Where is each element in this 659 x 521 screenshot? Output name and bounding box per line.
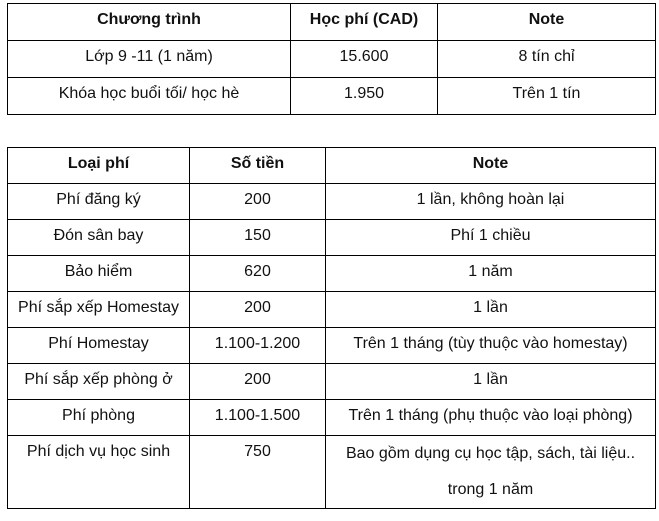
table-row — [8, 328, 656, 364]
column-header: Học phí (CAD) — [291, 4, 438, 41]
table-cell: Phí phòng — [8, 400, 190, 436]
table-cell: 750 — [190, 436, 326, 509]
fees-table — [7, 147, 656, 509]
table-cell: Trên 1 tín — [438, 78, 656, 115]
table-cell: Phí đăng ký — [8, 184, 190, 220]
table-row — [8, 400, 656, 436]
table-row — [8, 436, 656, 509]
table-cell: Lớp 9 -11 (1 năm) — [8, 41, 291, 78]
table-cell: 1 lần, không hoàn lại — [326, 184, 656, 220]
table-row — [8, 292, 656, 328]
table-cell: 620 — [190, 256, 326, 292]
table-cell: 1 năm — [326, 256, 656, 292]
table-cell: Phí dịch vụ học sinh — [8, 436, 190, 509]
table-cell: 200 — [190, 184, 326, 220]
table-cell: 1 lần — [326, 364, 656, 400]
table-row — [8, 41, 656, 78]
table-cell — [326, 436, 656, 509]
table-cell: 200 — [190, 292, 326, 328]
table-header-row — [8, 148, 656, 184]
table-cell: Bảo hiểm — [8, 256, 190, 292]
table-cell: 15.600 — [291, 41, 438, 78]
tuition-table — [7, 3, 656, 115]
table-cell: Phí Homestay — [8, 328, 190, 364]
table-row — [8, 364, 656, 400]
table-cell: 8 tín chỉ — [438, 41, 656, 78]
table-cell: 1.100-1.200 — [190, 328, 326, 364]
column-header: Note — [326, 148, 656, 184]
table-cell: Trên 1 tháng (tùy thuộc vào homestay) — [326, 328, 656, 364]
note-line: Bao gồm dụng cụ học tập, sách, tài liệu.. — [345, 445, 636, 462]
table-cell: Đón sân bay — [8, 220, 190, 256]
table-cell: 1 lần — [326, 292, 656, 328]
column-header: Loại phí — [8, 148, 190, 184]
table-cell: Phí sắp xếp Homestay — [8, 292, 190, 328]
table-cell: 1.950 — [291, 78, 438, 115]
table-cell: Phí 1 chiều — [326, 220, 656, 256]
table-cell: Phí sắp xếp phòng ở — [8, 364, 190, 400]
table-cell: 150 — [190, 220, 326, 256]
table-header-row — [8, 4, 656, 41]
table-row — [8, 256, 656, 292]
table-cell: Trên 1 tháng (phụ thuộc vào loại phòng) — [326, 400, 656, 436]
table-row — [8, 78, 656, 115]
column-header: Số tiền — [190, 148, 326, 184]
table-row — [8, 184, 656, 220]
table-row — [8, 220, 656, 256]
column-header: Chương trình — [8, 4, 291, 41]
table-cell: Khóa học buổi tối/ học hè — [8, 78, 291, 115]
table-cell: 1.100-1.500 — [190, 400, 326, 436]
note-line: trong 1 năm — [447, 481, 534, 498]
column-header: Note — [438, 4, 656, 41]
table-cell: 200 — [190, 364, 326, 400]
